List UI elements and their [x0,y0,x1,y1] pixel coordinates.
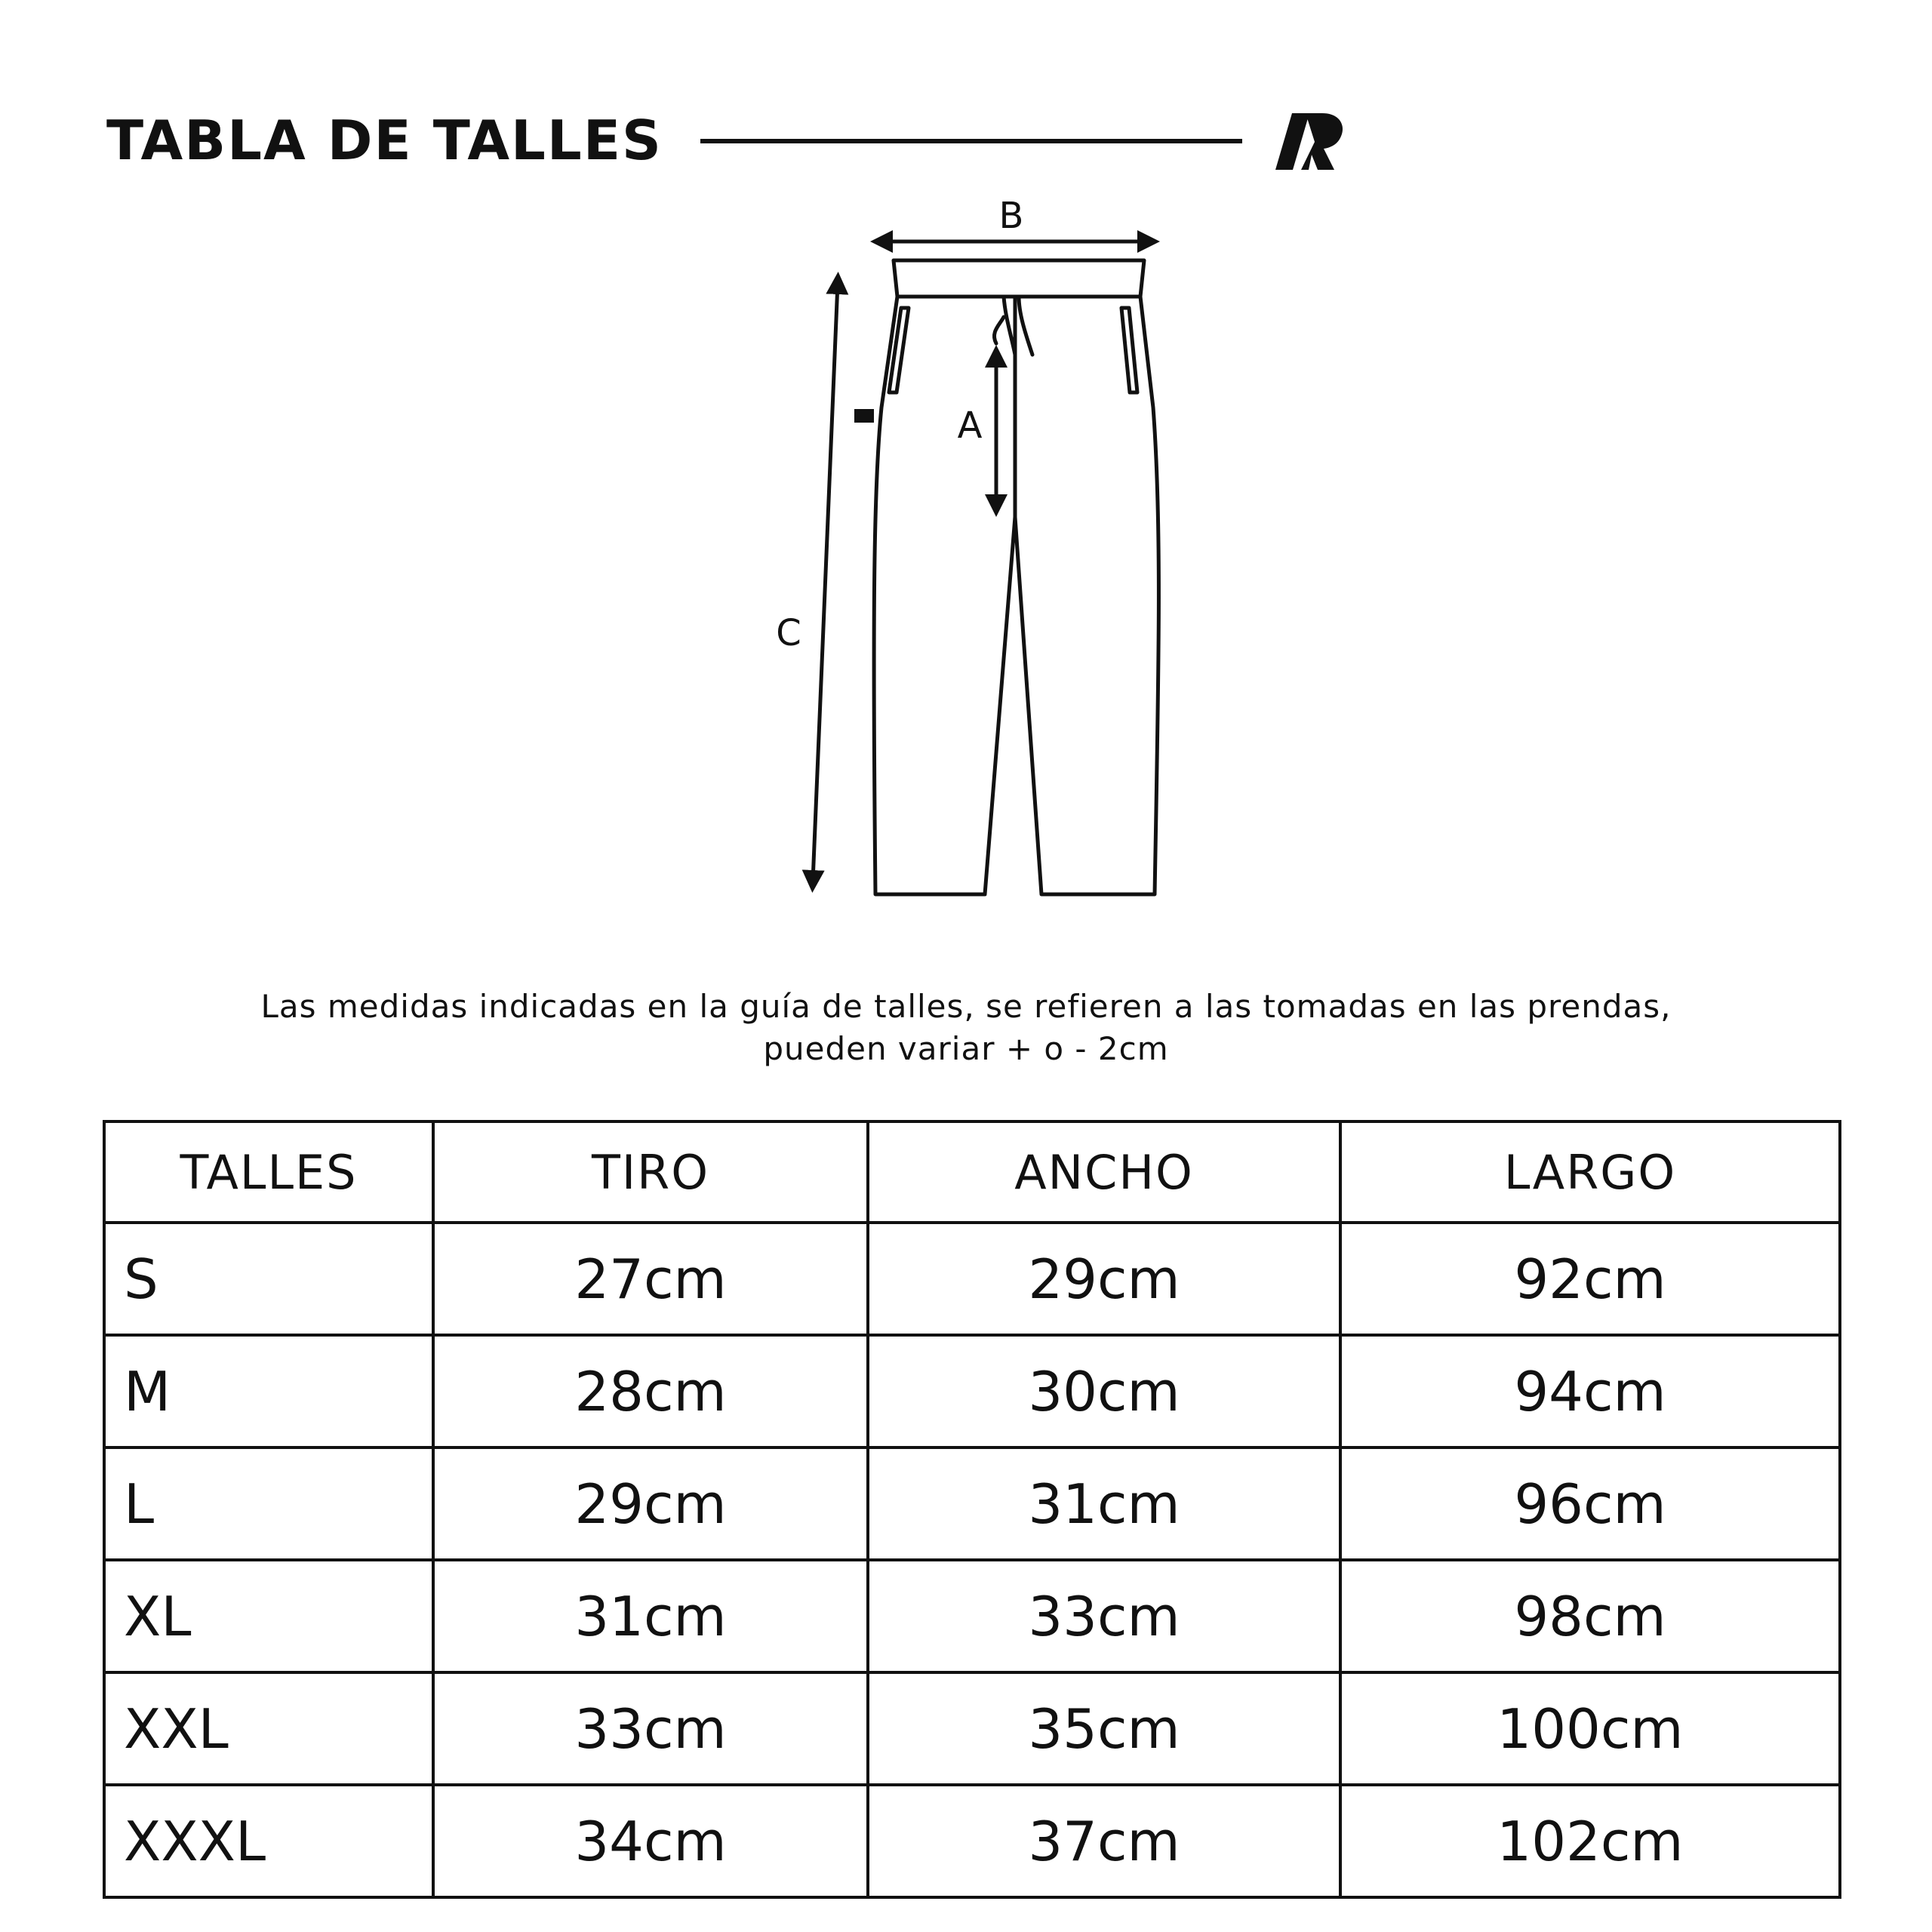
table-row [104,1672,1840,1785]
ancho-cell: 37cm [868,1785,1340,1897]
pants-label-tag [854,409,874,423]
largo-cell: 94cm [1340,1335,1840,1447]
ancho-cell: 33cm [868,1560,1340,1672]
largo-cell: 100cm [1340,1672,1840,1785]
ancho-cell: 29cm [868,1223,1340,1335]
size-cell: L [104,1447,433,1560]
measure-label-c: C [776,612,801,654]
tiro-cell: 31cm [433,1560,868,1672]
page-title: TABLA DE TALLES [106,109,663,172]
size-table [103,1120,1841,1899]
table-row [104,1785,1840,1897]
ancho-cell: 35cm [868,1672,1340,1785]
table-row [104,1223,1840,1335]
size-cell: XXXL [104,1785,433,1897]
largo-cell: 96cm [1340,1447,1840,1560]
measure-label-a: A [957,405,983,447]
table-row [104,1335,1840,1447]
header-tiro: TIRO [433,1121,868,1223]
pants-outline-icon [874,260,1158,894]
tiro-cell: 29cm [433,1447,868,1560]
ancho-cell: 31cm [868,1447,1340,1560]
largo-cell: 102cm [1340,1785,1840,1897]
header-ancho: ANCHO [868,1121,1340,1223]
ancho-cell: 30cm [868,1335,1340,1447]
size-cell: M [104,1335,433,1447]
header-largo: LARGO [1340,1121,1840,1223]
table-header-row [104,1121,1840,1223]
table-row [104,1447,1840,1560]
size-cell: XXL [104,1672,433,1785]
measurement-note [60,986,1872,1070]
tiro-cell: 28cm [433,1335,868,1447]
measure-label-b: B [998,195,1024,237]
largo-cell: 98cm [1340,1560,1840,1672]
header-talles: TALLES [104,1121,433,1223]
size-cell: S [104,1223,433,1335]
table-row [104,1560,1840,1672]
pants-measurement-diagram [0,0,1932,951]
tiro-cell: 27cm [433,1223,868,1335]
note-line-2: pueden variar + o - 2cm [763,1030,1169,1067]
tiro-cell: 34cm [433,1785,868,1897]
largo-cell: 92cm [1340,1223,1840,1335]
size-cell: XL [104,1560,433,1672]
measure-line-c [813,283,838,881]
note-line-1: Las medidas indicadas en la guía de talles, se refieren a las tomadas en las prendas, [260,988,1672,1025]
tiro-cell: 33cm [433,1672,868,1785]
